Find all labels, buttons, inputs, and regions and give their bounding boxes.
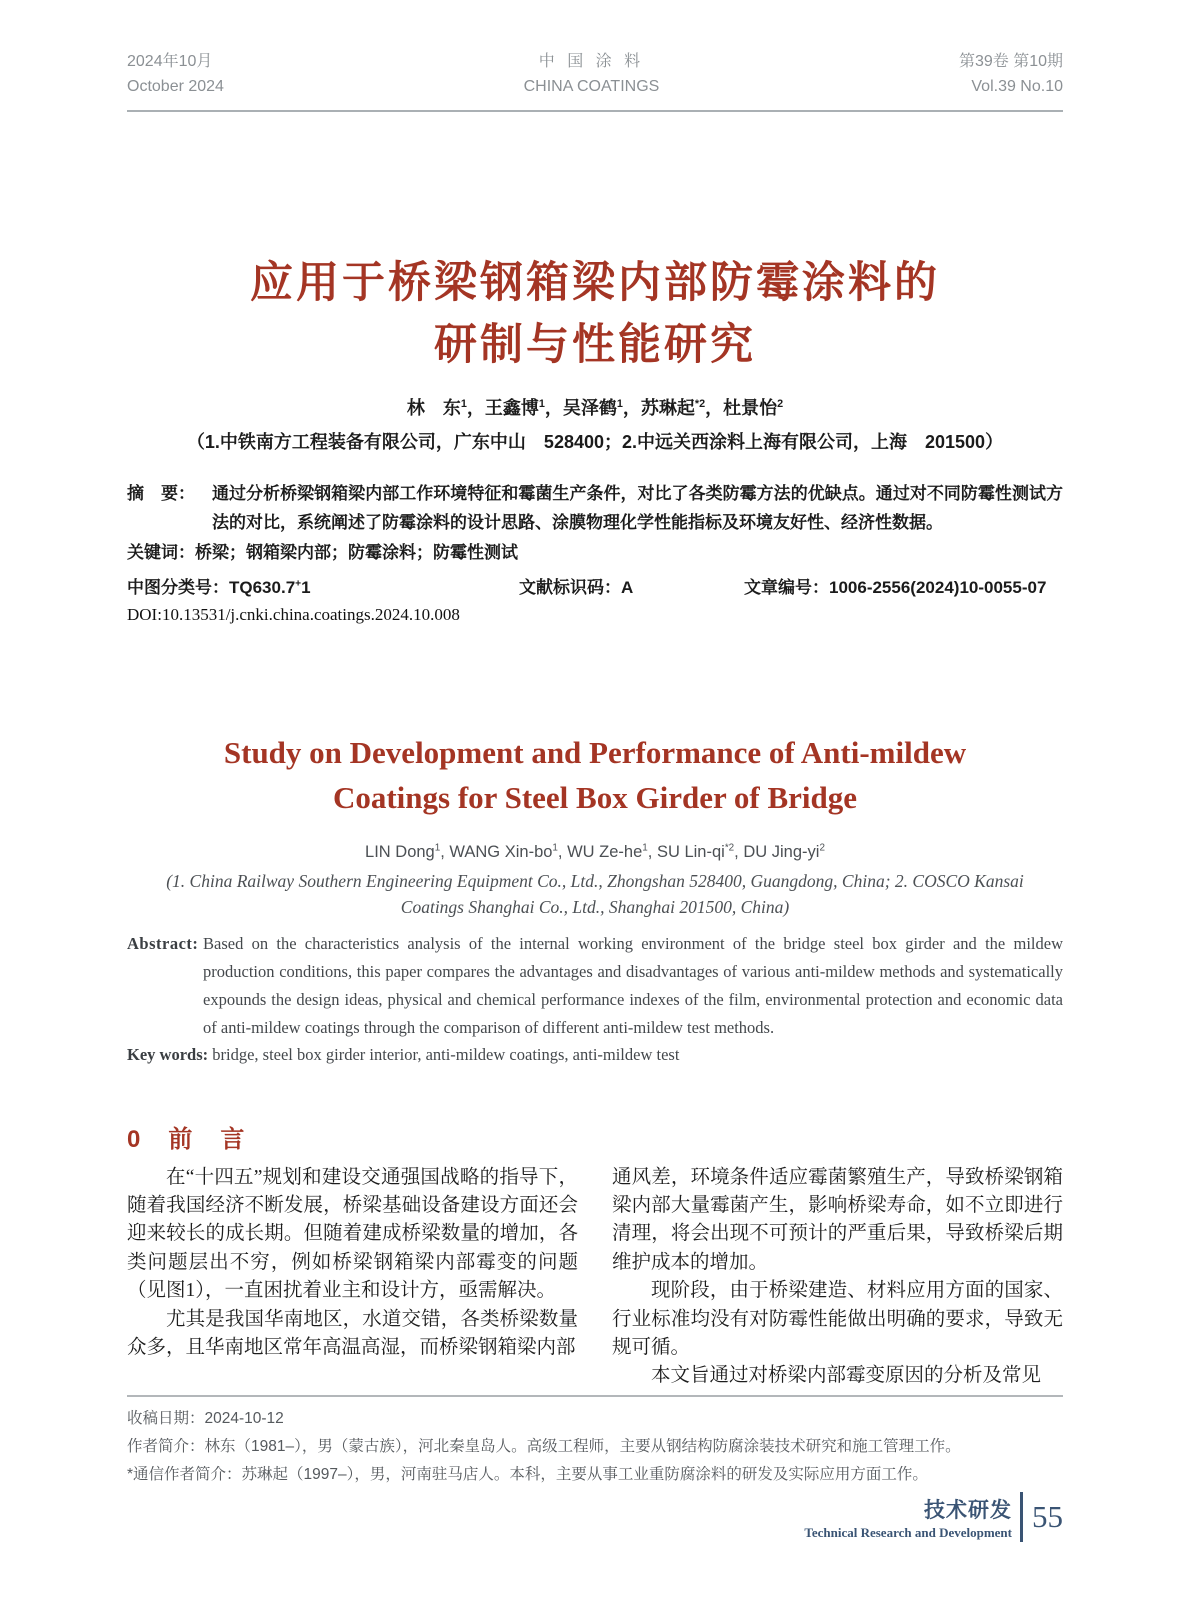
journal-name-cn: 中 国 涂 料 — [538, 53, 645, 70]
affiliation-en-line1: (1. China Railway Southern Engineering Equipment Co., Ltd., Zhongshan 528400, Guangdong, China; 2. COSCO Kansai — [166, 870, 1024, 891]
page-number: 55 — [1032, 1499, 1063, 1534]
header-journal-name — [524, 50, 660, 100]
keywords-en — [127, 1041, 1063, 1068]
affiliation-en-line2: Coatings Shanghai Co., Ltd., Shanghai 201500, China) — [400, 897, 790, 918]
journal-name-en: CHINA COATINGS — [523, 77, 660, 95]
volume-issue-en: Vol.39 No.10 — [971, 77, 1063, 95]
keywords-cn — [127, 539, 1063, 568]
author-cn: 王鑫博$^1$， — [484, 398, 563, 419]
header-volume-issue — [959, 50, 1063, 100]
body-columns — [127, 1164, 1063, 1391]
doi: DOI:10.13531/j.cnki.china.coatings.2024.10.008 — [127, 605, 460, 625]
body-paragraph: 通风差，环境条件适应霉菌繁殖生产，导致桥梁钢箱梁内部大量霉菌产生，影响桥梁寿命，如不立即进行清理，将会出现不可预计的严重后果，导致桥梁后期维护成本的增加。 — [612, 1166, 1063, 1273]
meta-row — [127, 574, 1063, 601]
keywords-en-label: Key words: — [127, 1045, 209, 1065]
abstract-en — [127, 930, 1063, 1041]
page-marker — [804, 1492, 1063, 1542]
volume-issue-cn: 第39卷 第10期 — [958, 53, 1063, 70]
body-paragraph: 在“十四五”规划和建设交通强国战略的指导下，随着我国经济不断发展，桥梁基础设备建设方面还会迎来较长的成长期。但随着建成桥梁数量的增加，各类问题层出不穷，例如桥梁钢箱梁内部霉变的问题（见图1），一直困扰着业主和设计方，亟需解决。 — [127, 1166, 578, 1302]
divider-bar — [1020, 1492, 1023, 1542]
article-title-en-line1: Study on Development and Performance of Anti-mildew — [223, 735, 967, 771]
author-cn: 苏琳起$^{*2}$， — [640, 398, 724, 419]
keywords-cn-text: 桥梁；钢箱梁内部；防霉涂料；防霉性测试 — [195, 543, 518, 563]
section-title-word2: 言 — [220, 1125, 247, 1153]
document-code: 文献标识码：A — [519, 577, 634, 597]
author-en: SU Lin-$qi^{*2}$, — [656, 842, 744, 861]
abstract-en-label: Abstract: — [127, 934, 199, 954]
affiliation-en — [127, 868, 1063, 921]
affiliation-cn: （1.中铁南方工程装备有限公司，广东中山 528400；2.中远关西涂料上海有限公司，上海 201500） — [186, 432, 1004, 453]
body-column-left — [127, 1164, 578, 1391]
clc-number: 中图分类号：TQ630.7+1 — [127, 577, 311, 597]
article-id: 文章编号：1006-2556(2024)10-0055-07 — [744, 577, 1047, 597]
abstract-cn-label: 摘 要： — [127, 484, 195, 504]
authors-cn — [127, 394, 1063, 420]
article-title-en-line2: Coatings for Steel Box Girder of Bridge — [332, 780, 858, 816]
abstract-cn — [127, 480, 1063, 537]
article-title-en — [127, 731, 1063, 821]
header-date-en: October 2024 — [127, 77, 224, 95]
abstract-cn-text: 通过分析桥梁钢箱梁内部工作环境特征和霉菌生产条件，对比了各类防霉方法的优缺点。通过对不同防霉性测试方法的对比，系统阐述了防霉涂料的设计思路、涂膜物理化学性能指标及环境友好性、经济性数据。 — [212, 484, 1063, 532]
section-number: 0 — [127, 1125, 143, 1153]
author-en: WANG Xin-$bo^1$, — [449, 842, 568, 861]
author-cn: 杜景怡$^2$ — [723, 398, 784, 419]
header-date-cn: 2024年10月 — [127, 53, 213, 70]
article-title-cn-line1: 应用于桥梁钢箱梁内部防霉涂料的 — [250, 258, 940, 307]
article-title-cn-line2: 研制与性能研究 — [434, 320, 756, 369]
body-paragraph: 本文旨通过对桥梁内部霉变原因的分析及常见 — [651, 1365, 1042, 1387]
keywords-cn-label: 关键词： — [127, 543, 195, 563]
abstract-en-text: Based on the characteristics analysis of the internal working environment of the bridge steel box girder and the mildew production conditions, this paper compares the advantages and disadvantages of various anti-mildew methods and systematically expounds the design ideas, physical and chemical performance indexes of the film, environmental protection and economic data of anti-mildew coatings through the comparison of different anti-mildew test methods. — [203, 934, 1063, 1037]
footnotes — [127, 1395, 1063, 1489]
article-title-cn — [127, 252, 1063, 377]
author-cn: 吴泽鹤$^1$， — [562, 398, 641, 419]
authors-en — [127, 843, 1063, 862]
author-en: LIN Dong$^1$, — [365, 842, 450, 861]
section-label-en: Technical Research and Development — [804, 1524, 1012, 1540]
journal-header — [127, 50, 1063, 112]
body-paragraph: 尤其是我国华南地区，水道交错，各类桥梁数量众多，且华南地区常年高温高湿，而桥梁钢箱梁内部 — [127, 1308, 578, 1359]
keywords-en-text: bridge, steel box girder interior, anti-mildew coatings, anti-mildew test — [212, 1045, 680, 1065]
corresponding-author-bio: *通信作者简介：苏琳起（1997–），男，河南驻马店人。本科，主要从事工业重防腐涂料的研发及实际应用方面工作。 — [127, 1465, 928, 1483]
section-heading-introduction — [127, 1119, 1063, 1154]
received-date: 收稿日期：2024-10-12 — [127, 1409, 284, 1427]
author-en: WU $Ze-he^1$, — [567, 842, 657, 861]
author-cn: 林 东$^1$， — [406, 398, 485, 419]
section-title-word1: 前 — [168, 1125, 195, 1153]
body-paragraph: 现阶段，由于桥梁建造、材料应用方面的国家、行业标准均没有对防霉性能做出明确的要求，导致无规可循。 — [612, 1280, 1063, 1359]
header-date — [127, 50, 224, 100]
body-column-right — [612, 1164, 1063, 1391]
author-bio: 作者简介：林东（1981–），男（蒙古族），河北秦皇岛人。高级工程师，主要从钢结构防腐涂装技术研究和施工管理工作。 — [127, 1437, 961, 1455]
section-label — [804, 1494, 1012, 1541]
author-en: DU Jing-$yi^2$ — [743, 842, 825, 861]
section-label-cn: 技术研发 — [924, 1498, 1012, 1522]
